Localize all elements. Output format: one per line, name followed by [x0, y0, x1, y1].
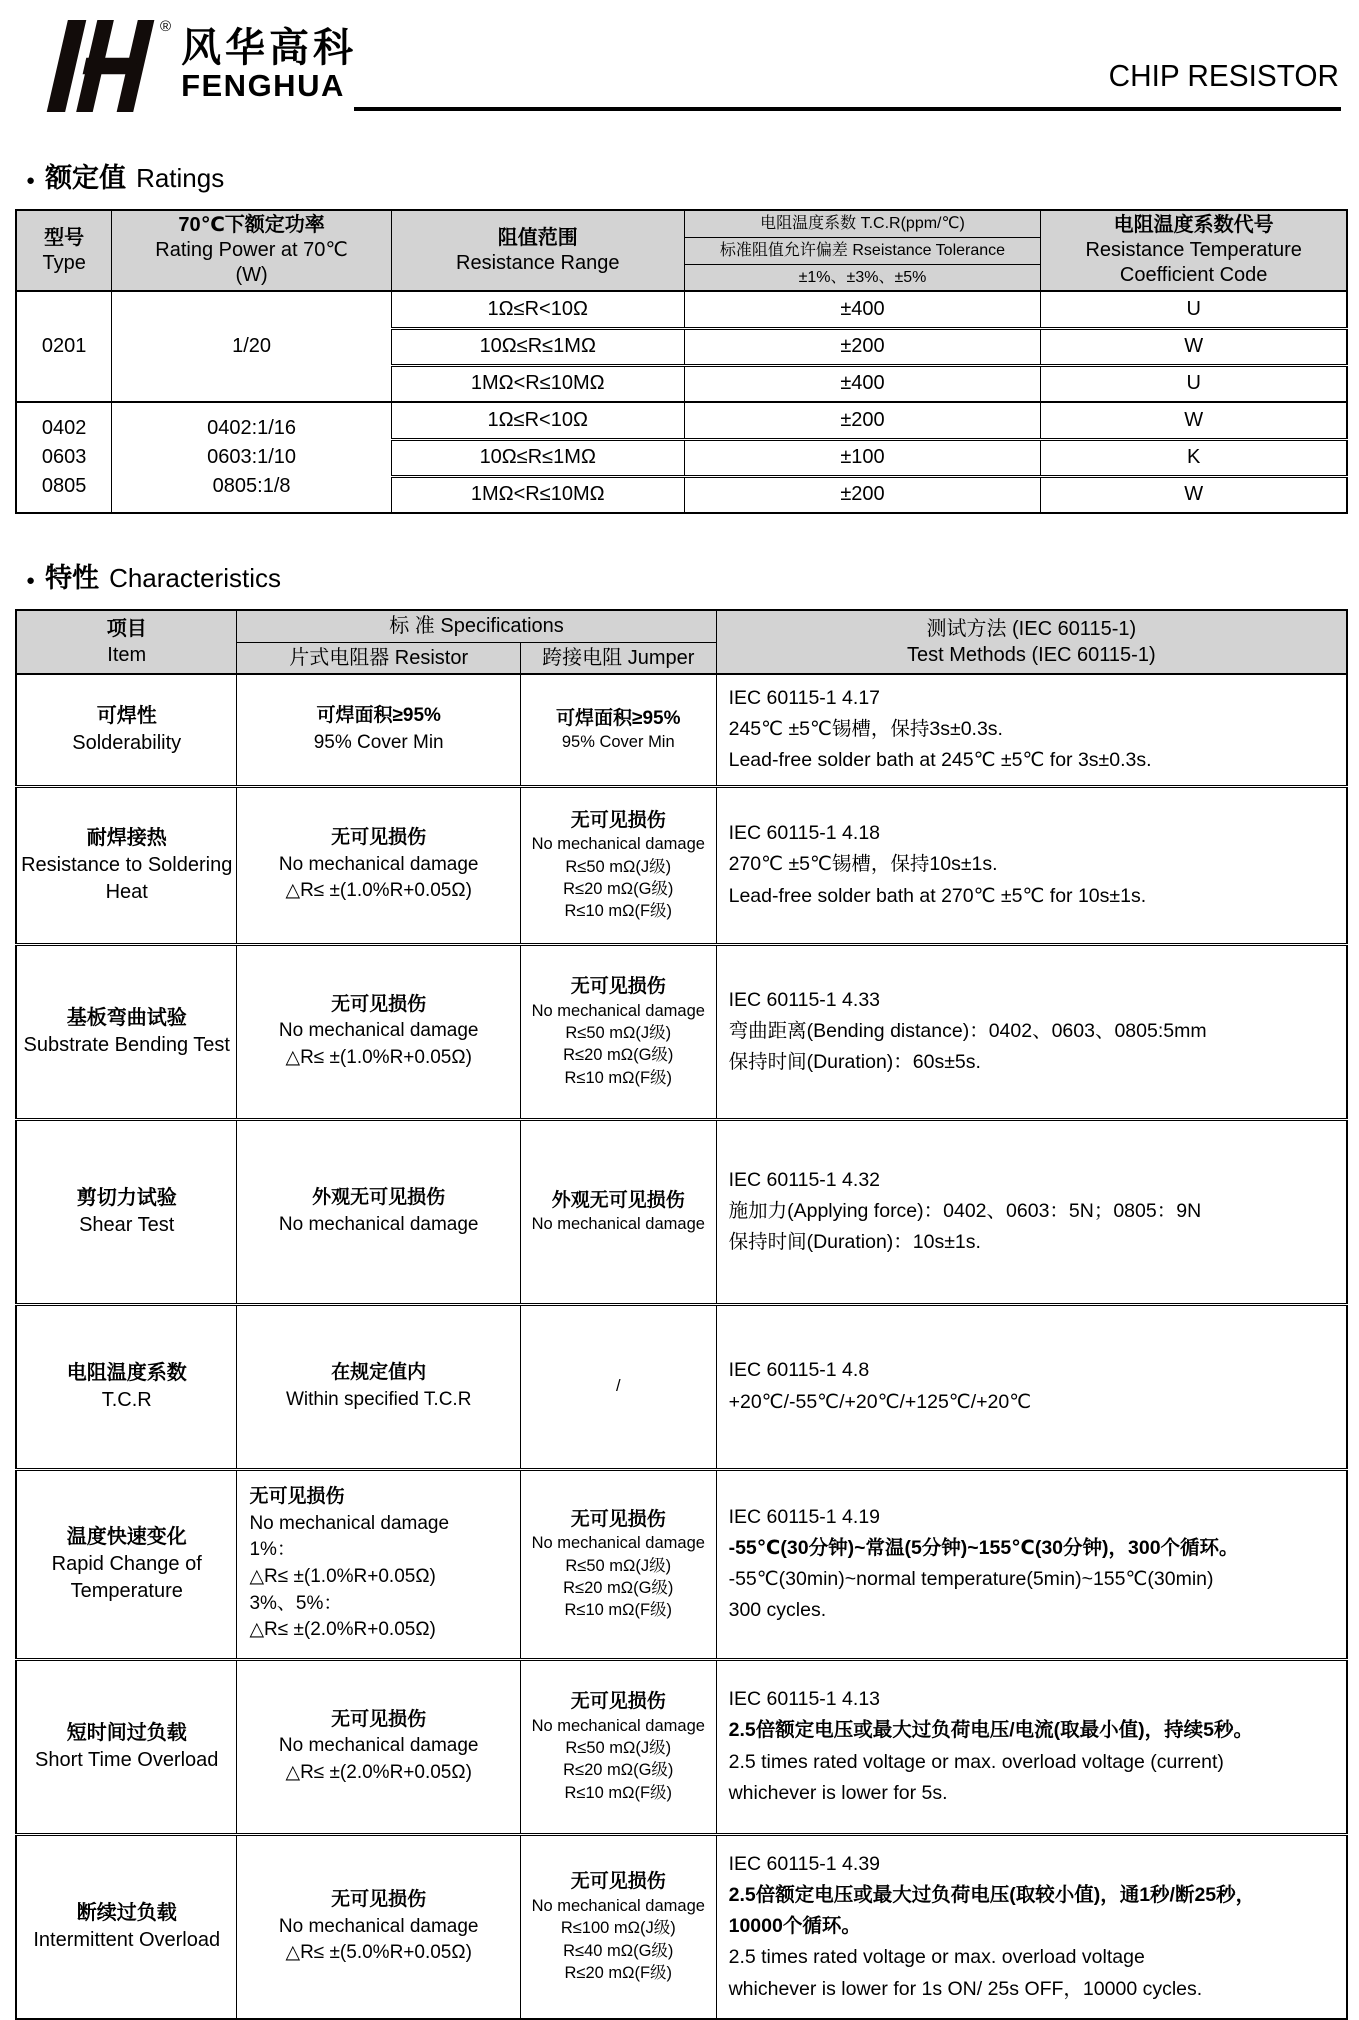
- table-row: [16, 1469, 1347, 1659]
- col-header-tolerance-values: ±1%、±3%、±5%: [684, 264, 1041, 291]
- ratings-table: [15, 209, 1348, 514]
- test-method-cell: IEC 60115-1 4.39 2.5倍额定电压或最大过负荷电压(取较小值)，通1秒/断25秒， 10000个循环。 2.5 times rated voltage or max. overload voltage whichever is lower for 1s ON/ 25s OFF，10000 cycles.: [716, 1834, 1347, 2019]
- fenghua-logo-icon: [42, 20, 160, 112]
- table-row: [16, 1659, 1347, 1834]
- characteristics-title-en: Characteristics: [109, 563, 281, 593]
- ratings-title-cn: 额定值: [45, 163, 127, 193]
- characteristics-section-title: [26, 556, 1345, 595]
- range-cell: 1MΩ<R≤10MΩ: [391, 476, 684, 513]
- item-cell: 可焊性 Solderability: [16, 674, 237, 786]
- brand-name-cn: 风华高科: [181, 26, 358, 70]
- resistor-spec-cell: 无可见损伤 No mechanical damage △R≤ ±(1.0%R+0.05Ω): [237, 944, 521, 1119]
- type-cell: 0402 0603 0805: [16, 402, 112, 513]
- jumper-spec-cell: 可焊面积≥95% 95% Cover Min: [520, 674, 716, 786]
- table-row: [16, 674, 1347, 786]
- tcr-cell: ±100: [684, 439, 1041, 476]
- code-cell: W: [1041, 328, 1347, 365]
- resistor-spec-cell: 在规定值内 Within specified T.C.R: [237, 1304, 521, 1469]
- resistor-spec-cell: 无可见损伤 No mechanical damage △R≤ ±(2.0%R+0.05Ω): [237, 1659, 521, 1834]
- test-method-cell: IEC 60115-1 4.18 270℃ ±5℃锡槽，保持10s±1s. Lead-free solder bath at 270℃ ±5℃ for 10s±1s.: [716, 786, 1347, 944]
- item-cell: 短时间过负载 Short Time Overload: [16, 1659, 237, 1834]
- col-header-specifications: 标 准 Specifications: [237, 610, 716, 642]
- code-cell: W: [1041, 402, 1347, 439]
- type-cell: 0201: [16, 291, 112, 402]
- item-cell: 断续过负载 Intermittent Overload: [16, 1834, 237, 2019]
- table-row: [16, 1304, 1347, 1469]
- jumper-spec-cell: 无可见损伤 No mechanical damage R≤100 mΩ(J级) R≤40 mΩ(G级) R≤20 mΩ(F级): [520, 1834, 716, 2019]
- bullet-icon: ●: [26, 172, 36, 189]
- code-cell: K: [1041, 439, 1347, 476]
- item-cell: 剪切力试验 Shear Test: [16, 1119, 237, 1304]
- item-cell: 温度快速变化 Rapid Change of Temperature: [16, 1469, 237, 1659]
- resistor-spec-cell: 无可见损伤 No mechanical damage △R≤ ±(5.0%R+0.05Ω): [237, 1834, 521, 2019]
- col-header-power: 70℃下额定功率 Rating Power at 70℃ (W): [112, 210, 392, 291]
- item-cell: 基板弯曲试验 Substrate Bending Test: [16, 944, 237, 1119]
- power-cell: 1/20: [112, 291, 392, 402]
- resistor-spec-cell: 无可见损伤 No mechanical damage 1%： △R≤ ±(1.0%R+0.05Ω) 3%、5%： △R≤ ±(2.0%R+0.05Ω): [237, 1469, 521, 1659]
- characteristics-table-body: [16, 674, 1347, 2019]
- tcr-cell: ±400: [684, 365, 1041, 402]
- power-cell: 0402:1/16 0603:1/10 0805:1/8: [112, 402, 392, 513]
- jumper-spec-cell: 外观无可见损伤 No mechanical damage: [520, 1119, 716, 1304]
- tcr-cell: ±400: [684, 291, 1041, 328]
- header-divider: [354, 107, 1341, 111]
- col-header-jumper: 跨接电阻 Jumper: [520, 642, 716, 674]
- table-row: [16, 291, 1347, 328]
- page-header: [14, 18, 1345, 130]
- test-method-cell: IEC 60115-1 4.19 -55℃(30分钟)~常温(5分钟)~155℃(30分钟)，300个循环。 -55℃(30min)~normal temperature(5min)~155℃(30min) 300 cycles.: [716, 1469, 1347, 1659]
- tcr-cell: ±200: [684, 328, 1041, 365]
- test-method-cell: IEC 60115-1 4.8 +20℃/-55℃/+20℃/+125℃/+20℃: [716, 1304, 1347, 1469]
- col-header-tcr: 电阻温度系数 T.C.R(ppm/℃): [684, 210, 1041, 237]
- code-cell: U: [1041, 291, 1347, 328]
- range-cell: 10Ω≤R≤1MΩ: [391, 439, 684, 476]
- brand-block: [42, 20, 357, 112]
- range-cell: 1MΩ<R≤10MΩ: [391, 365, 684, 402]
- resistor-spec-cell: 无可见损伤 No mechanical damage △R≤ ±(1.0%R+0.05Ω): [237, 786, 521, 944]
- range-cell: 1Ω≤R<10Ω: [391, 402, 684, 439]
- jumper-spec-cell: 无可见损伤 No mechanical damage R≤50 mΩ(J级) R≤20 mΩ(G级) R≤10 mΩ(F级): [520, 786, 716, 944]
- characteristics-table-header: [16, 610, 1347, 674]
- brand-name-en: FENGHUA: [181, 68, 345, 103]
- item-cell: 耐焊接热 Resistance to Soldering Heat: [16, 786, 237, 944]
- table-row: [16, 944, 1347, 1119]
- code-cell: U: [1041, 365, 1347, 402]
- tcr-cell: ±200: [684, 476, 1041, 513]
- item-cell: 电阻温度系数 T.C.R: [16, 1304, 237, 1469]
- range-cell: 10Ω≤R≤1MΩ: [391, 328, 684, 365]
- jumper-spec-cell: 无可见损伤 No mechanical damage R≤50 mΩ(J级) R≤20 mΩ(G级) R≤10 mΩ(F级): [520, 944, 716, 1119]
- col-header-type: 型号 Type: [16, 210, 112, 291]
- bullet-icon: ●: [26, 572, 36, 589]
- code-cell: W: [1041, 476, 1347, 513]
- ratings-table-body: [16, 291, 1347, 513]
- test-method-cell: IEC 60115-1 4.17 245℃ ±5℃锡槽，保持3s±0.3s. Lead-free solder bath at 245℃ ±5℃ for 3s±0.3s.: [716, 674, 1347, 786]
- ratings-section-title: [26, 156, 1345, 195]
- col-header-tolerance: 标准阻值允许偏差 Rseistance Tolerance: [684, 237, 1041, 264]
- col-header-item: 项目 Item: [16, 610, 237, 674]
- table-row: [16, 1834, 1347, 2019]
- col-header-range: 阻值范围 Resistance Range: [391, 210, 684, 291]
- test-method-cell: IEC 60115-1 4.13 2.5倍额定电压或最大过负荷电压/电流(取最小值)，持续5秒。 2.5 times rated voltage or max. overload voltage (current) whichever is lower for 5s.: [716, 1659, 1347, 1834]
- table-row: [16, 786, 1347, 944]
- test-method-cell: IEC 60115-1 4.32 施加力(Applying force)：0402、0603：5N；0805：9N 保持时间(Duration)：10s±1s.: [716, 1119, 1347, 1304]
- registered-trademark-icon: ®: [160, 18, 172, 35]
- table-row: [16, 402, 1347, 439]
- tcr-cell: ±200: [684, 402, 1041, 439]
- resistor-spec-cell: 外观无可见损伤 No mechanical damage: [237, 1119, 521, 1304]
- table-row: [16, 1119, 1347, 1304]
- ratings-title-en: Ratings: [136, 163, 225, 193]
- range-cell: 1Ω≤R<10Ω: [391, 291, 684, 328]
- test-method-cell: IEC 60115-1 4.33 弯曲距离(Bending distance)：0402、0603、0805:5mm 保持时间(Duration)：60s±5s.: [716, 944, 1347, 1119]
- characteristics-title-cn: 特性: [45, 563, 100, 593]
- col-header-resistor: 片式电阻器 Resistor: [237, 642, 521, 674]
- col-header-test-methods: 测试方法 (IEC 60115-1) Test Methods (IEC 60115-1): [716, 610, 1347, 674]
- ratings-table-header: [16, 210, 1347, 291]
- jumper-spec-cell: 无可见损伤 No mechanical damage R≤50 mΩ(J级) R≤20 mΩ(G级) R≤10 mΩ(F级): [520, 1659, 716, 1834]
- col-header-code: 电阻温度系数代号 Resistance Temperature Coefficient Code: [1041, 210, 1347, 291]
- page-title: CHIP RESISTOR: [1108, 58, 1339, 93]
- jumper-spec-cell: 无可见损伤 No mechanical damage R≤50 mΩ(J级) R≤20 mΩ(G级) R≤10 mΩ(F级): [520, 1469, 716, 1659]
- characteristics-table: [15, 609, 1348, 2020]
- resistor-spec-cell: 可焊面积≥95% 95% Cover Min: [237, 674, 521, 786]
- jumper-spec-cell: /: [520, 1304, 716, 1469]
- brand-text: [181, 28, 357, 104]
